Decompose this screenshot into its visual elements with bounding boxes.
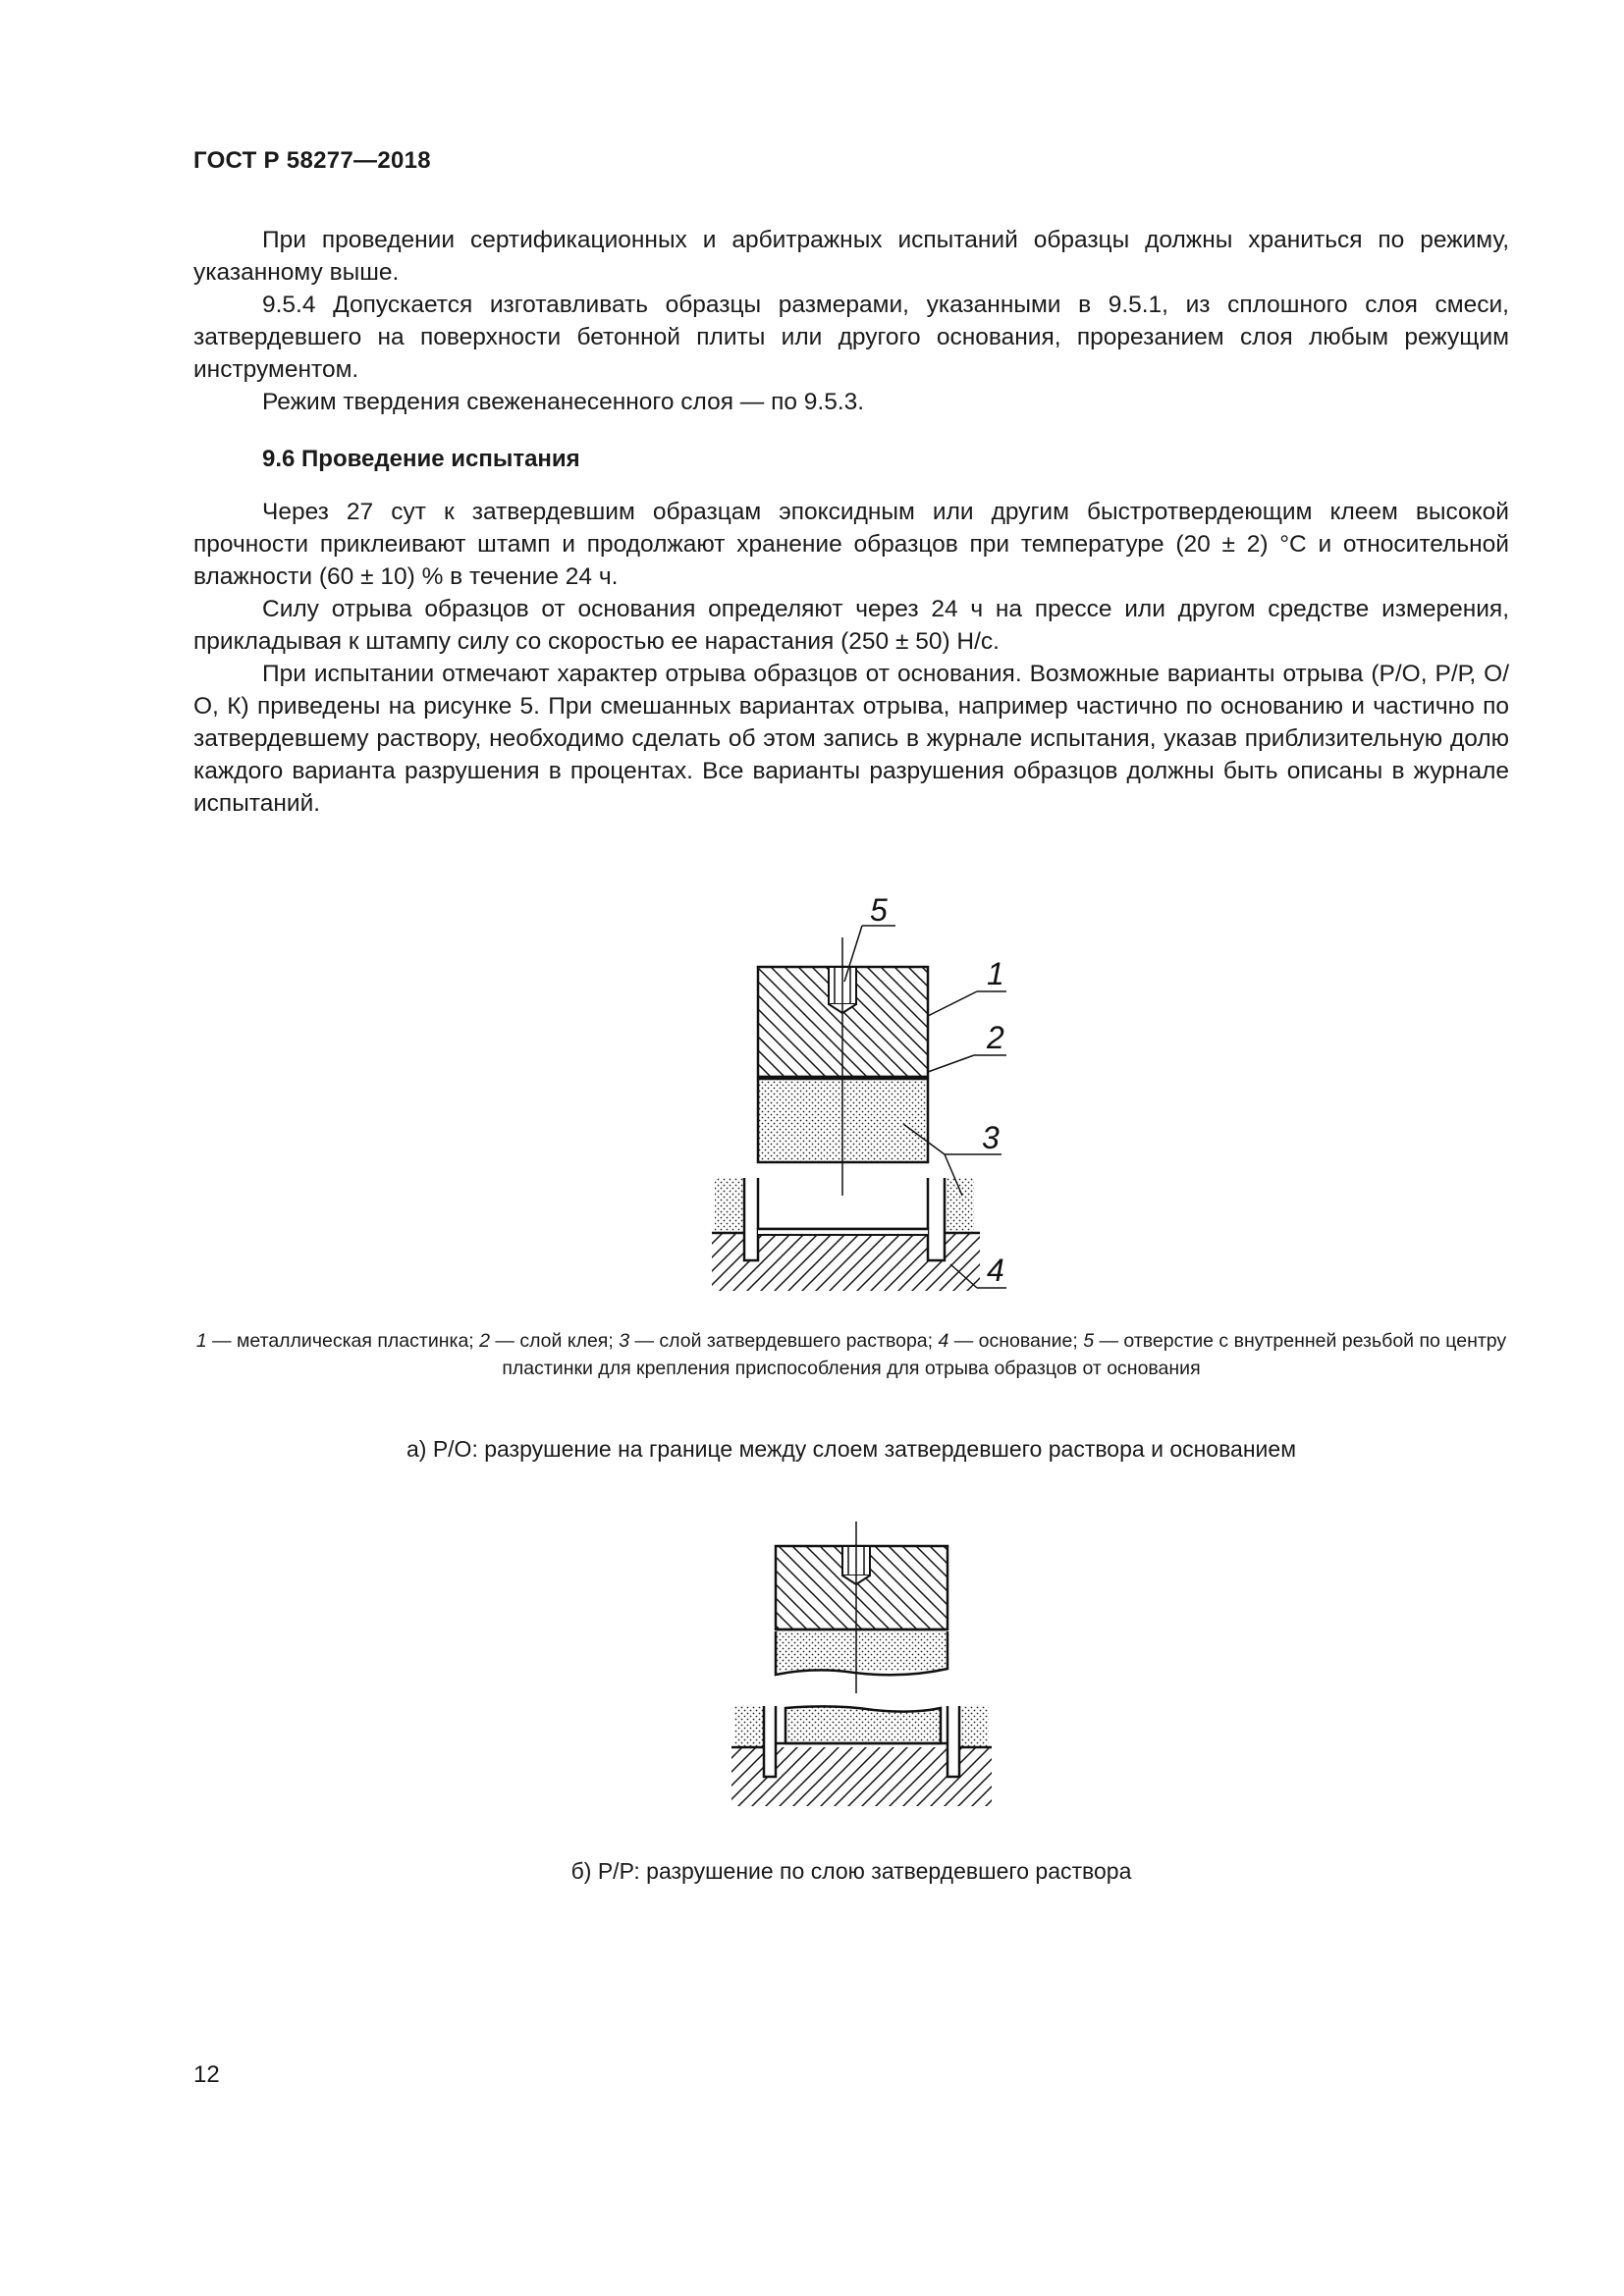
figure-a-caption: а) Р/О: разрушение на границе между слоем затвердевшего раствора и основанием [406,1436,1297,1462]
paragraph: При испытании отмечают характер отрыва образцов от основания. Возможные варианты отрыва (Р/О, Р/Р, О/О, К) приведены на рисунке 5. При смешанных вариантах отрыва, например частично по основанию и частично по затвердевшему раствору, необходимо сделать об этом запись в журнале испытания, указав приблизительную долю каждого варианта разрушения в процентах. Все варианты разрушения образцов должны быть описаны в журнале испытаний. [193,661,1509,817]
text-block-top [193,224,1509,418]
callout-5: 5 [870,892,888,928]
paragraph: Силу отрыва образцов от основания определяют через 24 ч на прессе или другом средстве измерения, прикладывая к штампу силу со скоростью ее нарастания (250 ± 50) Н/с. [193,596,1509,655]
paragraph: Через 27 сут к затвердевшим образцам эпоксидным или другим быстротвердеющим клеем высокой прочности приклеивают штамп и продолжают хранение образцов при температуре (20 ± 2) °С и относительной влажности (60 ± 10) % в течение 24 ч. [193,499,1509,590]
base-mortar-right [945,1178,974,1233]
base [712,1233,980,1291]
figure-a-drawing [687,883,1041,1306]
section-heading: 9.6 Проведение испытания [262,446,580,472]
callout-1: 1 [987,956,1004,991]
callout-3: 3 [982,1120,1000,1155]
page-number: 12 [193,2061,220,2088]
text-block-section [193,496,1509,820]
paragraph: При проведении сертификационных и арбитражных испытаний образцы должны храниться по режиму, указанному выше. [193,227,1509,286]
paragraph: Режим твердения свеженанесенного слоя — по 9.5.3. [262,389,865,415]
callout-2: 2 [987,1020,1004,1055]
document-header: ГОСТ Р 58277—2018 [193,147,431,174]
base-mortar-left [715,1178,744,1233]
figure-b-drawing [717,1512,1001,1826]
paragraph: 9.5.4 Допускается изготавливать образцы размерами, указанными в 9.5.1, из сплошного слоя смеси, затвердевшего на поверхности бетонной плиты или другого основания, прорезанием слоя любым режущим инструментом. [193,292,1509,383]
figure-b-caption: б) Р/Р: разрушение по слою затвердевшего раствора [570,1858,1132,1884]
callout-4: 4 [987,1253,1004,1288]
figure-legend: 1 — металлическая пластинка; 2 — слой клея; 3 — слой затвердевшего раствора; 4 — основание; 5 — отверстие с внутренней резьбой по центру пластинки для крепления приспособления для отрыва образцов от основания [195,1330,1507,1379]
